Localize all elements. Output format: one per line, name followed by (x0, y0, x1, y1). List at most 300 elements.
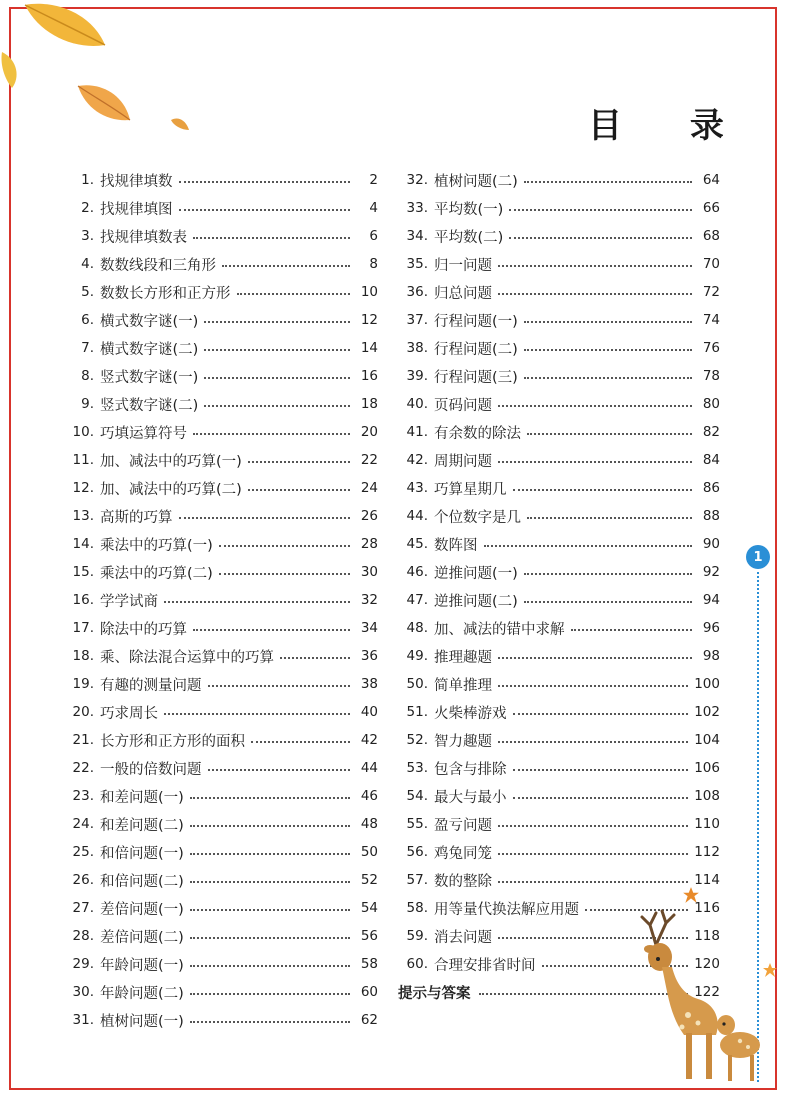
toc-entry[interactable] (60, 222, 378, 250)
leader-dots (498, 405, 692, 407)
entry-number: 22. (72, 760, 94, 776)
entry-title: 简单推理 (434, 677, 492, 694)
entry-number: 58. (406, 900, 428, 916)
entry-number: 53. (406, 760, 428, 776)
leader-dots (251, 741, 350, 743)
entry-number: 16. (72, 592, 94, 608)
toc-entry[interactable] (60, 586, 378, 614)
entry-page: 68 (702, 228, 720, 244)
entry-number: 47. (406, 592, 428, 608)
entry-number: 3. (81, 228, 94, 244)
leader-dots (498, 293, 692, 295)
toc-right-column (398, 166, 720, 1006)
entry-page: 60 (360, 984, 378, 1000)
entry-number: 6. (81, 312, 94, 328)
entry-title: 数数长方形和正方形 (100, 285, 231, 302)
entry-number: 54. (406, 788, 428, 804)
entry-title: 鸡兔同笼 (434, 845, 492, 862)
entry-page: 16 (360, 368, 378, 384)
toc-entry[interactable] (60, 418, 378, 446)
entry-page: 38 (360, 676, 378, 692)
entry-number: 33. (406, 200, 428, 216)
entry-page: 26 (360, 508, 378, 524)
entry-title: 行程问题(三) (434, 369, 518, 386)
entry-page: 66 (702, 200, 720, 216)
entry-page: 50 (360, 844, 378, 860)
entry-page: 18 (360, 396, 378, 412)
leader-dots (190, 909, 350, 911)
entry-page: 32 (360, 592, 378, 608)
page-number-tab: 1 (746, 545, 770, 569)
leader-dots (524, 573, 692, 575)
leader-dots (190, 993, 350, 995)
entry-number: 51. (406, 704, 428, 720)
toc-entry[interactable] (398, 726, 720, 754)
toc-entry[interactable] (398, 502, 720, 530)
entry-page: 40 (360, 704, 378, 720)
leader-dots (513, 769, 689, 771)
entry-title: 找规律填图 (100, 201, 173, 218)
leader-dots (179, 181, 351, 183)
leader-dots (190, 1021, 350, 1023)
entry-page: 100 (694, 676, 720, 692)
entry-number: 12. (72, 480, 94, 496)
leader-dots (204, 377, 350, 379)
toc-entry[interactable] (398, 810, 720, 838)
entry-number: 26. (72, 872, 94, 888)
entry-title: 数的整除 (434, 873, 492, 890)
entry-page: 72 (702, 284, 720, 300)
entry-page: 118 (694, 928, 720, 944)
entry-number: 55. (406, 816, 428, 832)
entry-number: 19. (72, 676, 94, 692)
entry-number: 48. (406, 620, 428, 636)
leader-dots (498, 265, 692, 267)
leader-dots (513, 713, 689, 715)
leader-dots (484, 545, 693, 547)
autumn-leaf-icon (170, 116, 190, 132)
entry-number: 30. (72, 984, 94, 1000)
toc-entry[interactable] (398, 194, 720, 222)
entry-title: 乘法中的巧算(二) (100, 565, 213, 582)
entry-page: 22 (360, 452, 378, 468)
entry-page: 28 (360, 536, 378, 552)
leader-dots (219, 573, 350, 575)
toc-entry[interactable] (60, 530, 378, 558)
entry-number: 27. (72, 900, 94, 916)
entry-number: 29. (72, 956, 94, 972)
entry-number: 41. (406, 424, 428, 440)
entry-page: 80 (702, 396, 720, 412)
entry-number: 43. (406, 480, 428, 496)
toc-entry[interactable] (60, 362, 378, 390)
entry-number: 35. (406, 256, 428, 272)
entry-title: 合理安排省时间 (434, 957, 536, 974)
toc-entry[interactable] (60, 950, 378, 978)
leader-dots (164, 601, 350, 603)
leader-dots (237, 293, 351, 295)
entry-title: 横式数字谜(二) (100, 341, 199, 358)
entry-page: 58 (360, 956, 378, 972)
leader-dots (190, 825, 350, 827)
entry-page: 54 (360, 900, 378, 916)
entry-page: 116 (694, 900, 720, 916)
entry-title: 平均数(二) (434, 229, 504, 246)
toc-entry[interactable] (60, 726, 378, 754)
entry-number: 50. (406, 676, 428, 692)
leader-dots (498, 853, 688, 855)
entry-page: 64 (702, 172, 720, 188)
toc-entry[interactable] (60, 866, 378, 894)
entry-page: 10 (360, 284, 378, 300)
deer-illustration-icon (628, 905, 768, 1085)
toc-entry[interactable] (60, 334, 378, 362)
entry-number: 1. (81, 172, 94, 188)
leader-dots (179, 209, 351, 211)
entry-title: 一般的倍数问题 (100, 761, 202, 778)
entry-number: 37. (406, 312, 428, 328)
toc-entry[interactable] (60, 558, 378, 586)
entry-title: 周期问题 (434, 453, 492, 470)
toc-entry[interactable] (60, 306, 378, 334)
entry-title: 加、减法的错中求解 (434, 621, 565, 638)
entry-number: 28. (72, 928, 94, 944)
leader-dots (190, 853, 350, 855)
entry-number: 32. (406, 172, 428, 188)
entry-number: 46. (406, 564, 428, 580)
toc-entry[interactable] (398, 782, 720, 810)
leader-dots (248, 461, 350, 463)
entry-title: 找规律填数 (100, 173, 173, 190)
entry-title: 差倍问题(二) (100, 929, 184, 946)
leader-dots (498, 461, 692, 463)
entry-page: 56 (360, 928, 378, 944)
entry-title: 年龄问题(一) (100, 957, 184, 974)
leader-dots (524, 601, 692, 603)
leader-dots (509, 209, 692, 211)
toc-entry[interactable] (398, 558, 720, 586)
entry-page: 30 (360, 564, 378, 580)
entry-title: 逆推问题(二) (434, 593, 518, 610)
entry-title: 行程问题(二) (434, 341, 518, 358)
entry-page: 112 (694, 844, 720, 860)
entry-page: 108 (694, 788, 720, 804)
toc-entry[interactable] (60, 390, 378, 418)
leader-dots (498, 881, 688, 883)
entry-page: 98 (702, 648, 720, 664)
entry-title: 找规律填数表 (100, 229, 187, 246)
entry-title: 个位数字是几 (434, 509, 521, 526)
toc-entry[interactable] (398, 614, 720, 642)
entry-title: 有趣的测量问题 (100, 677, 202, 694)
toc-entry[interactable] (60, 838, 378, 866)
entry-page: 92 (702, 564, 720, 580)
entry-title: 平均数(一) (434, 201, 504, 218)
autumn-leaf-icon (0, 50, 22, 90)
toc-entry[interactable] (398, 222, 720, 250)
entry-title: 乘、除法混合运算中的巧算 (100, 649, 274, 666)
toc-entry[interactable] (398, 250, 720, 278)
entry-number: 31. (72, 1012, 94, 1028)
entry-page: 20 (360, 424, 378, 440)
toc-entry[interactable] (398, 698, 720, 726)
entry-title: 和差问题(二) (100, 817, 184, 834)
leader-dots (190, 965, 350, 967)
leader-dots (498, 685, 688, 687)
leader-dots (193, 629, 350, 631)
entry-title: 和倍问题(一) (100, 845, 184, 862)
leader-dots (498, 741, 688, 743)
entry-page: 24 (360, 480, 378, 496)
entry-number: 13. (72, 508, 94, 524)
toc-entry[interactable] (60, 614, 378, 642)
leader-dots (524, 181, 692, 183)
entry-number: 15. (72, 564, 94, 580)
toc-entry[interactable] (60, 810, 378, 838)
entry-page: 52 (360, 872, 378, 888)
entry-title: 年龄问题(二) (100, 985, 184, 1002)
entry-number: 36. (406, 284, 428, 300)
leader-dots (193, 237, 350, 239)
toc-entry[interactable] (398, 418, 720, 446)
entry-title: 竖式数字谜(二) (100, 397, 199, 414)
entry-page: 88 (702, 508, 720, 524)
entry-page: 104 (694, 732, 720, 748)
entry-number: 14. (72, 536, 94, 552)
leader-dots (179, 517, 351, 519)
entry-page: 94 (702, 592, 720, 608)
leader-dots (204, 321, 350, 323)
toc-entry[interactable] (60, 754, 378, 782)
entry-title: 数阵图 (434, 537, 478, 554)
entry-number: 40. (406, 396, 428, 412)
entry-number: 44. (406, 508, 428, 524)
entry-title: 智力趣题 (434, 733, 492, 750)
entry-number: 18. (72, 648, 94, 664)
entry-title: 火柴棒游戏 (434, 705, 507, 722)
toc-entry[interactable] (398, 306, 720, 334)
entry-page: 120 (694, 956, 720, 972)
leader-dots (524, 349, 692, 351)
entry-number: 56. (406, 844, 428, 860)
toc-entry[interactable] (60, 698, 378, 726)
leader-dots (222, 265, 350, 267)
toc-entry[interactable] (60, 922, 378, 950)
entry-page: 90 (702, 536, 720, 552)
leader-dots (190, 937, 350, 939)
entry-page: 46 (360, 788, 378, 804)
leader-dots (193, 433, 350, 435)
entry-page: 76 (702, 340, 720, 356)
leader-dots (513, 797, 689, 799)
entry-number: 59. (406, 928, 428, 944)
toc-entry[interactable] (398, 166, 720, 194)
entry-title: 行程问题(一) (434, 313, 518, 330)
toc-entry[interactable] (398, 474, 720, 502)
toc-entry[interactable] (398, 530, 720, 558)
entry-number: 8. (81, 368, 94, 384)
entry-number: 25. (72, 844, 94, 860)
entry-number: 42. (406, 452, 428, 468)
entry-number: 34. (406, 228, 428, 244)
toc-entry[interactable] (398, 390, 720, 418)
toc-entry[interactable] (60, 446, 378, 474)
leader-dots (204, 349, 350, 351)
entry-number: 21. (72, 732, 94, 748)
entry-number: 45. (406, 536, 428, 552)
leader-dots (248, 489, 350, 491)
toc-entry[interactable] (60, 194, 378, 222)
entry-page: 8 (369, 256, 378, 272)
toc-entry[interactable] (60, 894, 378, 922)
toc-entry[interactable] (60, 978, 378, 1006)
toc-entry[interactable] (398, 334, 720, 362)
entry-page: 34 (360, 620, 378, 636)
entry-page: 44 (360, 760, 378, 776)
leader-dots (208, 769, 351, 771)
entry-page: 62 (360, 1012, 378, 1028)
entry-number: 23. (72, 788, 94, 804)
toc-entry[interactable] (60, 250, 378, 278)
leader-dots (527, 433, 692, 435)
leader-dots (208, 685, 351, 687)
leader-dots (509, 237, 692, 239)
leader-dots (524, 321, 692, 323)
leader-dots (190, 881, 350, 883)
autumn-leaf-icon (20, 0, 110, 60)
entry-title: 巧求周长 (100, 705, 158, 722)
entry-title: 消去问题 (434, 929, 492, 946)
entry-number: 10. (72, 424, 94, 440)
toc-entry[interactable] (398, 586, 720, 614)
entry-page: 14 (360, 340, 378, 356)
entry-number: 57. (406, 872, 428, 888)
entry-page: 42 (360, 732, 378, 748)
entry-title: 巧填运算符号 (100, 425, 187, 442)
entry-page: 114 (694, 872, 720, 888)
toc-entry[interactable] (398, 446, 720, 474)
entry-title: 除法中的巧算 (100, 621, 187, 638)
entry-number: 60. (406, 956, 428, 972)
entry-page: 70 (702, 256, 720, 272)
toc-left-column (60, 166, 378, 1034)
toc-entry[interactable] (398, 278, 720, 306)
toc-entry[interactable] (60, 474, 378, 502)
entry-title: 有余数的除法 (434, 425, 521, 442)
entry-number: 17. (72, 620, 94, 636)
toc-entry[interactable] (398, 838, 720, 866)
entry-page: 122 (694, 984, 720, 1000)
entry-number: 11. (72, 452, 94, 468)
leader-dots (524, 377, 692, 379)
entry-title: 包含与排除 (434, 761, 507, 778)
leader-dots (571, 629, 693, 631)
entry-title: 加、减法中的巧算(二) (100, 481, 242, 498)
entry-page: 2 (369, 172, 378, 188)
entry-title: 用等量代换法解应用题 (434, 901, 579, 918)
entry-title: 推理趣题 (434, 649, 492, 666)
entry-title: 差倍问题(一) (100, 901, 184, 918)
entry-page: 84 (702, 452, 720, 468)
entry-title: 加、减法中的巧算(一) (100, 453, 242, 470)
entry-number: 52. (406, 732, 428, 748)
entry-number: 7. (81, 340, 94, 356)
toc-entry[interactable] (398, 866, 720, 894)
leader-dots (190, 797, 350, 799)
entry-title: 最大与最小 (434, 789, 507, 806)
leader-dots (204, 405, 350, 407)
entry-page: 102 (694, 704, 720, 720)
entry-number: 39. (406, 368, 428, 384)
toc-entry[interactable] (60, 642, 378, 670)
toc-entry[interactable] (60, 166, 378, 194)
entry-page: 36 (360, 648, 378, 664)
toc-entry[interactable] (60, 502, 378, 530)
entry-page: 78 (702, 368, 720, 384)
entry-title: 长方形和正方形的面积 (100, 733, 245, 750)
entry-title: 竖式数字谜(一) (100, 369, 199, 386)
toc-entry[interactable] (398, 642, 720, 670)
toc-entry[interactable] (60, 1006, 378, 1034)
leader-dots (164, 713, 350, 715)
toc-entry[interactable] (398, 362, 720, 390)
entry-page: 110 (694, 816, 720, 832)
entry-title: 归总问题 (434, 285, 492, 302)
entry-title: 和差问题(一) (100, 789, 184, 806)
leader-dots (219, 545, 350, 547)
entry-number: 24. (72, 816, 94, 832)
entry-title: 横式数字谜(一) (100, 313, 199, 330)
entry-page: 106 (694, 760, 720, 776)
entry-page: 48 (360, 816, 378, 832)
entry-title: 逆推问题(一) (434, 565, 518, 582)
entry-number: 4. (81, 256, 94, 272)
leader-dots (513, 489, 693, 491)
entry-title: 提示与答案 (398, 985, 471, 1002)
entry-title: 高斯的巧算 (100, 509, 173, 526)
entry-page: 6 (369, 228, 378, 244)
entry-page: 86 (702, 480, 720, 496)
leader-dots (498, 657, 692, 659)
entry-title: 植树问题(一) (100, 1013, 184, 1030)
entry-title: 盈亏问题 (434, 817, 492, 834)
toc-entry[interactable] (398, 670, 720, 698)
entry-title: 归一问题 (434, 257, 492, 274)
leader-dots (527, 517, 692, 519)
entry-page: 82 (702, 424, 720, 440)
entry-number: 38. (406, 340, 428, 356)
leader-dots (280, 657, 350, 659)
entry-number: 20. (72, 704, 94, 720)
toc-entry[interactable] (60, 670, 378, 698)
toc-entry[interactable] (60, 278, 378, 306)
autumn-leaf-icon (74, 80, 134, 126)
leader-dots (498, 825, 688, 827)
entry-page: 12 (360, 312, 378, 328)
entry-title: 乘法中的巧算(一) (100, 537, 213, 554)
entry-number: 49. (406, 648, 428, 664)
entry-title: 植树问题(二) (434, 173, 518, 190)
entry-page: 4 (369, 200, 378, 216)
entry-title: 和倍问题(二) (100, 873, 184, 890)
toc-entry[interactable] (60, 782, 378, 810)
entry-title: 页码问题 (434, 397, 492, 414)
entry-page: 96 (702, 620, 720, 636)
entry-number: 2. (81, 200, 94, 216)
entry-title: 学学试商 (100, 593, 158, 610)
toc-entry[interactable] (398, 754, 720, 782)
entry-title: 巧算星期几 (434, 481, 507, 498)
